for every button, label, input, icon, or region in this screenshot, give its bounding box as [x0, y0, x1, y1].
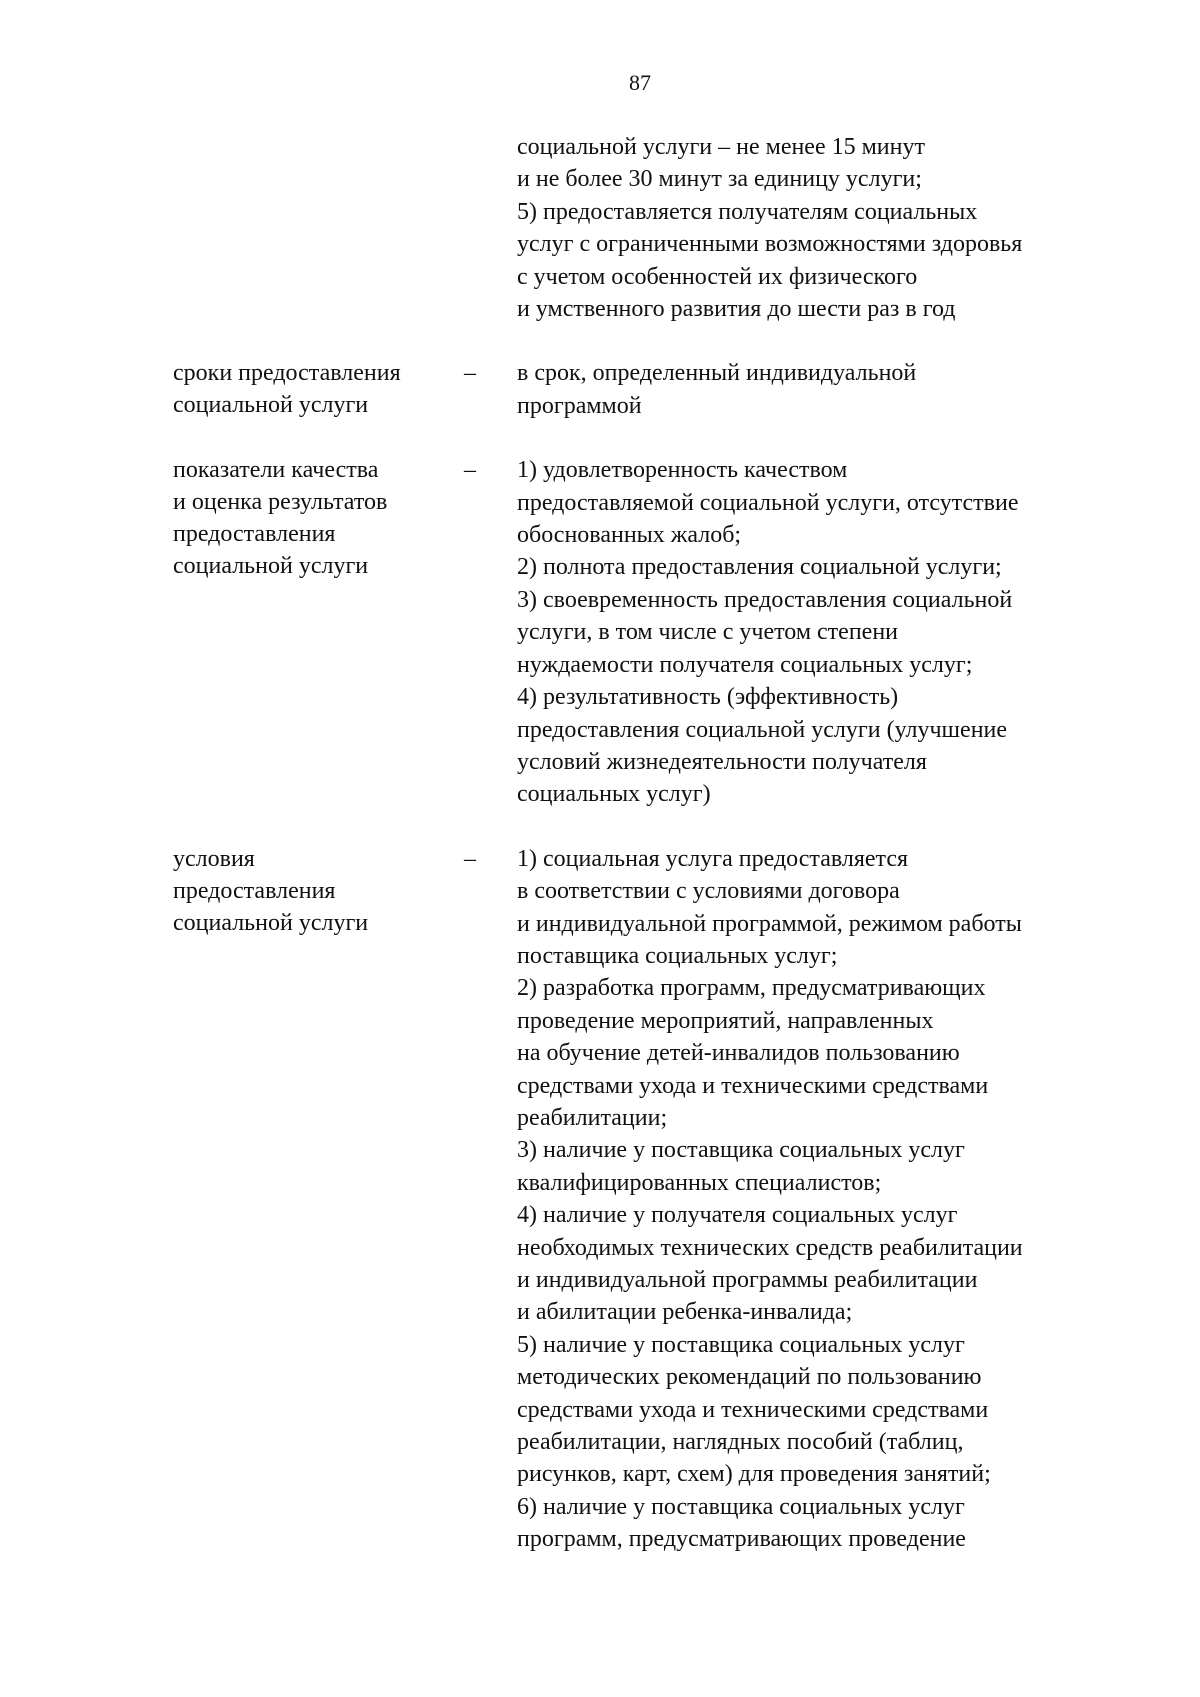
text-line: 1) удовлетворенность качеством — [517, 457, 848, 484]
text-line: услуги, в том числе с учетом степени — [517, 619, 898, 646]
continuation-text — [517, 131, 1127, 325]
text-line: и индивидуальной программы реабилитации — [517, 1267, 978, 1293]
text-line: нуждаемости получателя социальных услуг; — [517, 651, 973, 678]
section-dash: – — [464, 360, 476, 387]
text-line: и не более 30 минут за единицу услуги; — [517, 166, 922, 193]
text-line: 4) наличие у получателя социальных услуг — [517, 1202, 958, 1229]
section-term — [173, 357, 463, 421]
text-line: 4) результативность (эффективность) — [517, 684, 899, 711]
text-line: 6) наличие у поставщика социальных услуг — [517, 1493, 965, 1520]
text-line: программ, предусматривающих проведение — [517, 1526, 966, 1553]
term-line: показатели качества — [173, 457, 379, 484]
text-line: с учетом особенностей их физического — [517, 263, 918, 290]
text-line: 2) полнота предоставления социальной услуги; — [517, 554, 1002, 581]
term-line: социальной услуги — [173, 909, 369, 936]
section-dash: – — [464, 457, 476, 484]
text-line: и умственного развития до шести раз в год — [517, 296, 956, 323]
text-line: 5) предоставляется получателям социальных — [517, 198, 978, 225]
text-line: и абилитации ребенка-инвалида; — [517, 1299, 853, 1326]
section-description — [517, 357, 1127, 422]
section-term — [173, 843, 463, 939]
text-line: социальной услуги – не менее 15 минут — [517, 134, 925, 160]
text-line: 1) социальная услуга предоставляется — [517, 845, 909, 872]
text-line: на обучение детей-инвалидов пользованию — [517, 1040, 960, 1067]
text-line: реабилитации, наглядных пособий (таблиц, — [517, 1429, 964, 1456]
term-line: социальной услуги — [173, 553, 369, 580]
term-line: сроки предоставления — [173, 360, 401, 387]
term-line: предоставления — [173, 877, 336, 904]
section-gap — [0, 811, 1200, 843]
text-line: социальных услуг) — [517, 781, 711, 808]
text-line: предоставляемой социальной услуги, отсутствие — [517, 489, 1019, 516]
text-line: условий жизнедеятельности получателя — [517, 748, 927, 775]
text-line: рисунков, карт, схем) для проведения занятий; — [517, 1461, 991, 1488]
text-line: в срок, определенный индивидуальной — [517, 360, 917, 387]
term-line: и оценка результатов — [173, 489, 388, 516]
term-line: предоставления — [173, 521, 336, 548]
section-description — [517, 843, 1127, 1556]
section-service-conditions — [0, 843, 1200, 1556]
text-line: необходимых технических средств реабилитации — [517, 1234, 1023, 1261]
text-line: 5) наличие у поставщика социальных услуг — [517, 1331, 965, 1358]
text-line: реабилитации; — [517, 1104, 668, 1131]
text-line: услуг с ограниченными возможностями здоровья — [517, 231, 1023, 258]
page-number: 87 — [629, 70, 651, 95]
section-dash: – — [464, 845, 476, 872]
text-line: проведение мероприятий, направленных — [517, 1007, 934, 1034]
text-line: 2) разработка программ, предусматривающих — [517, 975, 986, 1002]
continuation-block — [0, 131, 1200, 325]
section-quality-indicators — [0, 454, 1200, 810]
section-gap — [0, 325, 1200, 357]
section-description — [517, 454, 1127, 810]
text-line: программой — [517, 392, 642, 419]
text-line: обоснованных жалоб; — [517, 522, 742, 549]
text-line: методических рекомендаций по пользованию — [517, 1364, 982, 1391]
text-line: квалифицированных специалистов; — [517, 1169, 882, 1196]
text-line: средствами ухода и техническими средствами — [517, 1396, 989, 1423]
text-line: в соответствии с условиями договора — [517, 878, 900, 905]
document-body — [0, 131, 1200, 1556]
section-gap — [0, 422, 1200, 454]
text-line: и индивидуальной программой, режимом работы — [517, 910, 1022, 937]
text-line: предоставления социальной услуги (улучшение — [517, 716, 1008, 743]
text-line: 3) наличие у поставщика социальных услуг — [517, 1137, 965, 1164]
text-line: поставщика социальных услуг; — [517, 942, 838, 969]
term-line: социальной услуги — [173, 392, 369, 419]
term-line: условия — [173, 845, 255, 872]
text-line: 3) своевременность предоставления социальной — [517, 586, 1013, 613]
text-line: средствами ухода и техническими средствами — [517, 1072, 989, 1099]
section-service-terms — [0, 357, 1200, 422]
section-term — [173, 454, 463, 582]
